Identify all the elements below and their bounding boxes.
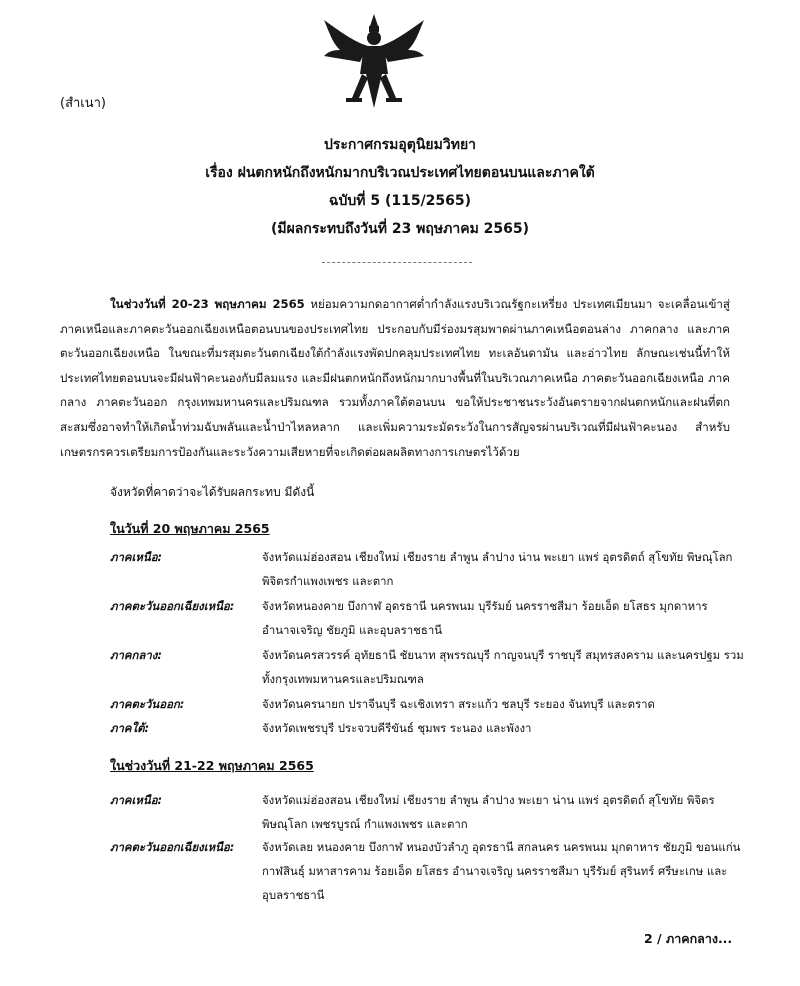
region-label: ภาคตะวันออกเฉียงเหนือ: [110, 599, 235, 613]
page-footer: 2 / ภาคกลาง... [644, 931, 733, 946]
region-label: ภาคใต้: [110, 721, 150, 735]
copy-label: (สำเนา) [60, 96, 107, 111]
region-label: ภาคตะวันออกเฉียงเหนือ: [110, 840, 235, 854]
announcement-header [0, 131, 800, 243]
announcement-title: ประกาศกรมอุตุนิยมวิทยา [323, 137, 477, 153]
body-text: หย่อมความกดอากาศต่ำกำลังแรงบริเวณรัฐกะเหรี่ยง ประเทศเมียนมา จะเคลื่อนเข้าสู่ภาคเหนือและภาคตะวันออกเฉียงเหนือตอนบนของประเทศไทย ประกอบกับมีร่องมรสุมพาดผ่านภาคเหนือตอนล่าง ภาคกลาง และภาคตะวันออกเฉียงเหนือ ในขณะที่มรสุมตะวันตกเฉียงใต้กำลังแรงพัดปกคลุมประเทศไทย ทะเลอันดามัน และอ่าวไทย ลักษณะเช่นนี้ทำให้ประเทศไทยตอนบนจะมีฝนฟ้าคะนองกับมีลมแรง และมีฝนตกหนักถึงหนักมากบางพื้นที่ในบริเวณภาคเหนือ ภาคตะวันออกเฉียงเหนือ ภาคกลาง ภาคตะวันออก กรุงเทพมหานครและปริมณฑล รวมทั้งภาคใต้ตอนบน ขอให้ประชาชนระวังอันตรายจากฝนตกหนักและฝนที่ตกสะสมซึ่งอาจทำให้เกิดน้ำท่วมฉับพลันและน้ำป่าไหลหลาก และเพิ่มความระมัดระวังในการสัญจรผ่านบริเวณที่มีฝนฟ้าคะนอง สำหรับเกษตรกรควรเตรียมการป้องกันและระวังความเสียหายที่จะเกิดต่อผลผลิตทางการเกษตรไว้ด้วย [60, 297, 730, 459]
section-title-21-22-may: ในช่วงวันที่ 21-22 พฤษภาคม 2565 [110, 758, 314, 773]
province-list: จังหวัดเลย หนองคาย บึงกาฬ หนองบัวลำภู อุดรธานี สกลนคร นครพนม มุกดาหาร ชัยภูมิ ขอนแก่น กาฬสินธุ์ มหาสารคาม ร้อยเอ็ด ยโสธร อำนาจเจริญ นครราชสีมา บุรีรัมย์ สุรินทร์ ศรีษะเกษ และอุบลราชธานี [262, 840, 741, 902]
body-lead: ในช่วงวันที่ 20-23 พฤษภาคม 2565 [110, 297, 305, 311]
announcement-body [60, 292, 730, 464]
province-list: จังหวัดหนองคาย บึงกาฬ อุดรธานี นครพนม บุรีรัมย์ นครราชสีมา ร้อยเอ็ด ยโสธร มุกดาหาร อำนาจเจริญ ชัยภูมิ และอุบลราชธานี [262, 599, 708, 637]
province-list: จังหวัดแม่ฮ่องสอน เชียงใหม่ เชียงราย ลำพูน ลำปาง พะเยา น่าน แพร่ อุตรดิตถ์ สุโขทัย พิจิตร พิษณุโลก เพชรบูรณ์ กำแพงเพชร และตาก [262, 793, 715, 831]
region-label: ภาคกลาง: [110, 648, 162, 662]
province-list: จังหวัดนครสวรรค์ อุทัยธานี ชัยนาท สุพรรณบุรี กาญจนบุรี ราชบุรี สมุทรสงคราม และนครปฐม รวมทั้งกรุงเทพมหานครและปริมณฑล [262, 648, 744, 686]
garuda-emblem-icon [318, 12, 430, 112]
announcement-effective-date: (มีผลกระทบถึงวันที่ 23 พฤษภาคม 2565) [270, 221, 530, 237]
region-label: ภาคตะวันออก: [110, 697, 185, 711]
announcement-subject: เรื่อง ฝนตกหนักถึงหนักมากบริเวณประเทศไทยตอนบนและภาคใต้ [205, 165, 595, 181]
provinces-intro: จังหวัดที่คาดว่าจะได้รับผลกระทบ มีดังนี้ [110, 485, 315, 499]
province-list: จังหวัดแม่ฮ่องสอน เชียงใหม่ เชียงราย ลำพูน ลำปาง น่าน พะเยา แพร่ อุตรดิตถ์ สุโขทัย พิษณุโลก พิจิตรกำแพงเพชร และตาก [262, 550, 733, 588]
province-list: จังหวัดเพชรบุรี ประจวบคีรีขันธ์ ชุมพร ระนอง และพังงา [262, 721, 532, 735]
region-label: ภาคเหนือ: [110, 550, 163, 564]
section-title-20-may: ในวันที่ 20 พฤษภาคม 2565 [110, 521, 270, 536]
province-list: จังหวัดนครนายก ปราจีนบุรี ฉะเชิงเทรา สระแก้ว ชลบุรี ระยอง จันทบุรี และตราด [262, 697, 655, 711]
header-divider [322, 262, 472, 263]
region-label: ภาคเหนือ: [110, 793, 163, 807]
announcement-issue: ฉบับที่ 5 (115/2565) [328, 193, 472, 209]
